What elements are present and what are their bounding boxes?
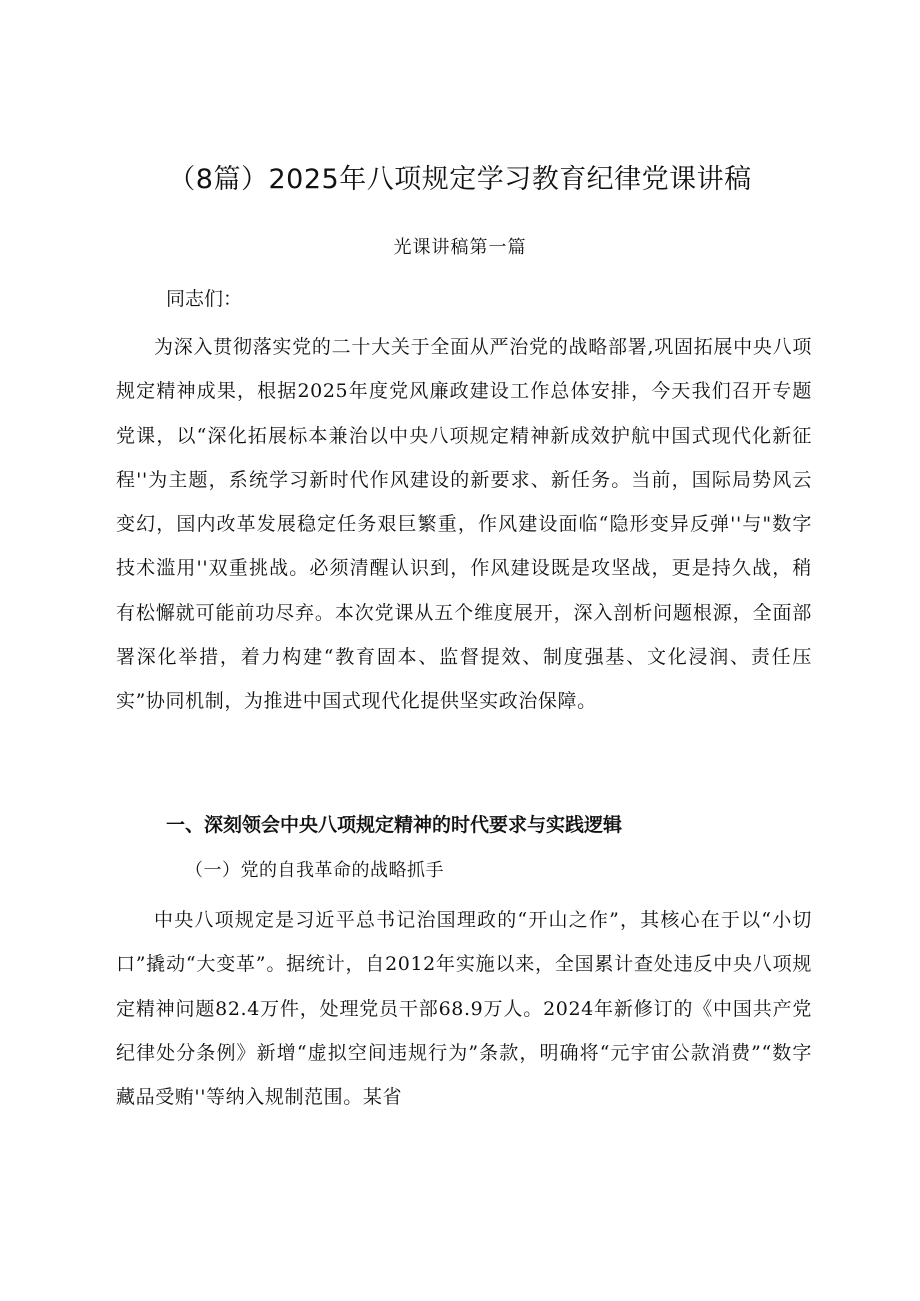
document-title: （8篇）2025年八项规定学习教育纪律党课讲稿 <box>168 164 752 195</box>
section-heading: 一、深刻领会中央八项规定精神的时代要求与实践逻辑 <box>166 814 623 836</box>
salutation: 同志们： <box>166 288 243 310</box>
body-paragraph: 中央八项规定是习近平总书记治国理政的“开山之作”，其核心在于以“小切口”撬动“大变革”。据统计，自2012年实施以来，全国累计查处违反中央八项规定精神问题82.4万件，处理党员干部68.9万人。2024年新修订的《中国共产党纪律处分条例》新增“虚拟空间违规行为”条款，明确将“元宇宙公款消费”“数字藏品受贿''等纳入规制范围。某省 <box>116 909 812 1109</box>
document-subtitle: 光课讲稿第一篇 <box>393 237 527 258</box>
subsection-heading: （一）党的自我革命的战略抓手 <box>185 860 444 881</box>
intro-paragraph: 为深入贯彻落实党的二十大关于全面从严治党的战略部署,巩固拓展中央八项规定精神成果，根据2025年度党风廉政建设工作总体安排，今天我们召开专题党课，以“深化拓展标本兼治以中央八项规定精神新成效护航中国式现代化新征程''为主题，系统学习新时代作风建设的新要求、新任务。当前，国际局势风云变幻，国内改革发展稳定任务艰巨繁重，作风建设面临“隐形变异反弹''与"数字技术滥用''双重挑战。必须清醒认识到，作风建设既是攻坚战，更是持久战，稍有松懈就可能前功尽弃。本次党课从五个维度展开，深入剖析问题根源，全面部署深化举措，着力构建“教育固本、监督提效、制度强基、文化浸润、责任压实”协同机制，为推进中国式现代化提供坚实政治保障。 <box>116 336 812 713</box>
